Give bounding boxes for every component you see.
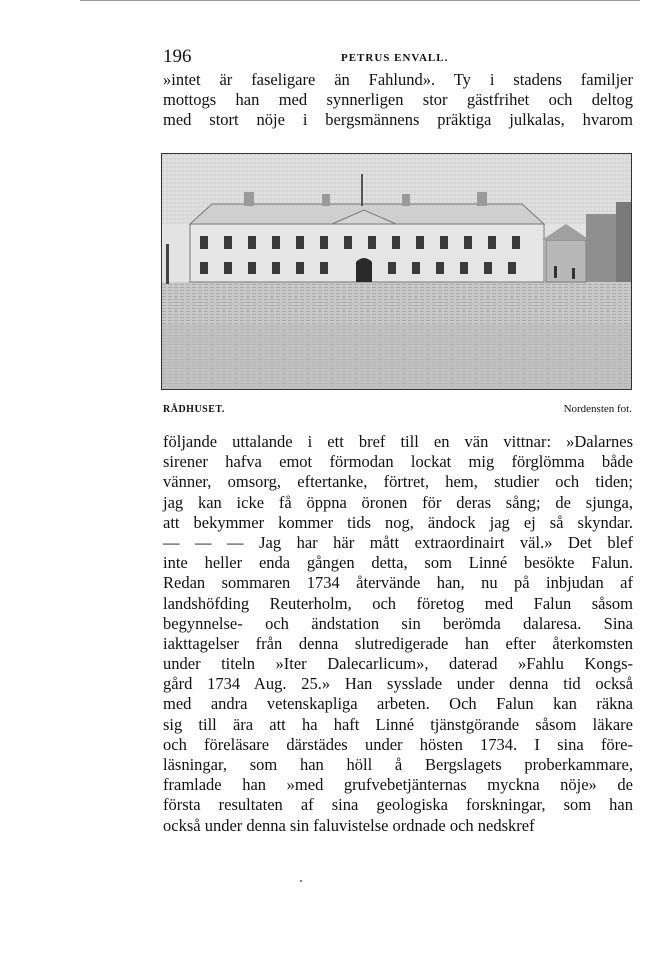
town-hall-photo	[161, 153, 632, 390]
running-head: PETRUS ENVALL.	[341, 52, 449, 64]
photo-credit: Nordensten fot.	[563, 403, 632, 415]
text-line: också under denna sin faluvistelse ordnade och nedskref	[163, 815, 535, 835]
text-line: »intet är faseligare än Fahlund». Ty i stadens familjer	[163, 70, 633, 89]
text-line: landshöfding Reuterholm, och företog med Falun såsom	[163, 593, 633, 613]
text-line: med andra vetenskapliga arbeten. Och Falun kan räkna	[163, 694, 633, 714]
text-line: jag kan icke få öppna öronen för deras sång; de sjunga,	[163, 492, 633, 512]
text-line: iakttagelser från denna slutredigerade han efter återkomsten	[163, 633, 633, 653]
page-header	[163, 44, 633, 68]
paragraph-top	[163, 70, 633, 131]
top-rule	[80, 0, 640, 1]
text-line: — — — Jag har här mått extraordinairt väl.» Det blef	[163, 532, 633, 552]
text-line: första resultaten af sina geologiska forskningar, som han	[163, 795, 633, 815]
text-line: inte heller enda gången detta, som Linné besökte Falun.	[163, 553, 633, 573]
paragraph-bottom	[163, 432, 633, 836]
text-line: med stort nöje i bergsmännens präktiga julkalas, hvarom	[163, 110, 633, 130]
text-line: sig till ära att ha haft Linné tjänstgörande såsom läkare	[163, 714, 633, 734]
town-hall-illustration	[162, 154, 631, 389]
figure-caption: RÅDHUSET.	[163, 404, 225, 415]
text-line: sirener hafva emot förmodan lockat mig förglömma både	[163, 452, 633, 472]
text-line: vänner, omsorg, eftertanke, förtret, hem, studier och tiden;	[163, 472, 633, 492]
text-line: under titeln »Iter Dalecarlicum», daterad »Fahlu Kongs-	[163, 654, 633, 674]
text-line: Redan sommaren 1734 återvände han, nu på inbjudan af	[163, 573, 633, 593]
text-line: gård 1734 Aug. 25.» Han sysslade under denna tid också	[163, 674, 633, 694]
text-line: mottogs han med synnerligen stor gästfrihet och deltog	[163, 90, 633, 110]
text-line: följande uttalande i ett bref till en vän vittnar: »Dalarnes	[163, 432, 633, 451]
text-line: begynnelse- och ändstation sin berömda dalaresa. Sina	[163, 613, 633, 633]
text-line: och föreläsare därstädes under hösten 1734. I sina före-	[163, 734, 633, 754]
text-line: läsningar, som han höll å Bergslagets proberkammare,	[163, 755, 633, 774]
page-number: 196	[163, 46, 192, 67]
text-line: att bekymmer kommer tids nog, ändock jag ej så skyndar.	[163, 512, 633, 532]
print-speck	[300, 880, 302, 882]
text-line: framlade han »med grufvebetjänternas myckna nöje» de	[163, 775, 633, 795]
